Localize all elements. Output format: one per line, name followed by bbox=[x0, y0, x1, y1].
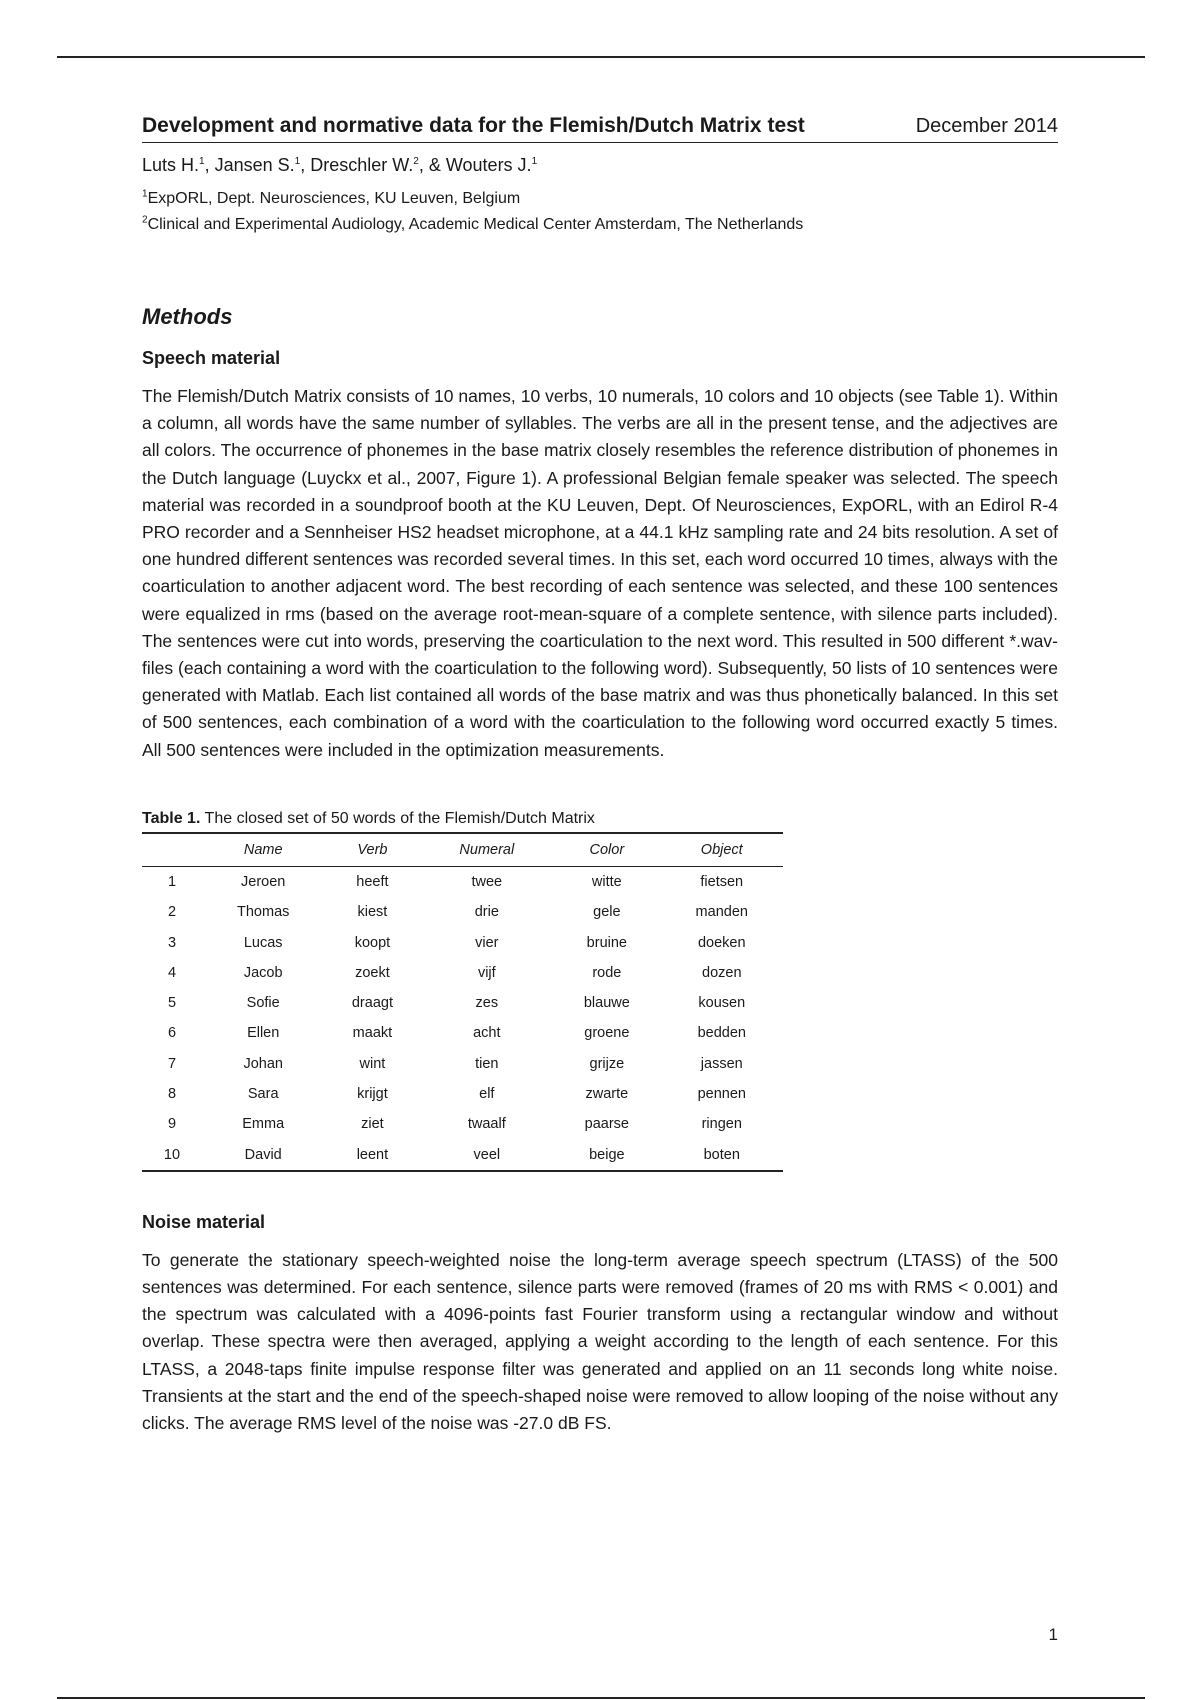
table-cell: ziet bbox=[361, 1116, 384, 1133]
table-cell: koopt bbox=[354, 934, 391, 951]
table-cell: grijze bbox=[589, 1055, 625, 1072]
table-cell: zwarte bbox=[585, 1086, 629, 1103]
table-cell: Lucas bbox=[243, 934, 283, 951]
table-cell: wint bbox=[359, 1055, 386, 1072]
table-cell: Sara bbox=[247, 1086, 279, 1103]
table-cell: Sofie bbox=[246, 995, 280, 1012]
affiliation bbox=[142, 186, 1058, 212]
author-name: & Wouters J. bbox=[428, 155, 532, 175]
table-cell: jassen bbox=[700, 1055, 743, 1072]
table-cell: bedden bbox=[697, 1025, 746, 1042]
table-cell: veel bbox=[473, 1146, 501, 1163]
table-row bbox=[142, 1079, 783, 1109]
table-cell: Thomas bbox=[237, 904, 290, 921]
section-heading: Methods bbox=[142, 304, 233, 329]
table-block bbox=[142, 810, 783, 1172]
table-cell: bruine bbox=[586, 934, 627, 951]
table-header-cell: Verb bbox=[324, 833, 420, 867]
table-cell: 4 bbox=[167, 964, 177, 981]
table-cell: 5 bbox=[167, 995, 177, 1012]
table-cell: 2 bbox=[167, 904, 177, 921]
table-cell: pennen bbox=[697, 1086, 746, 1103]
author-name: Luts H. bbox=[142, 155, 200, 175]
table-row bbox=[142, 1049, 783, 1079]
table-cell: beige bbox=[589, 1146, 625, 1163]
affiliation bbox=[142, 212, 1058, 238]
table-header-cell: Object bbox=[661, 833, 783, 867]
table-cell: Ellen bbox=[247, 1025, 280, 1042]
table-row bbox=[142, 897, 783, 927]
author-list: Luts H.$^1$, Jansen S.$^1$, Dreschler W.$^2$, & Wouters J.$^1$ bbox=[142, 155, 538, 175]
table-cell: vier bbox=[475, 934, 499, 951]
author-name: Dreschler W. bbox=[310, 155, 414, 175]
author-affiliation-marker: 1 bbox=[294, 156, 301, 167]
author-affiliation-marker: 2 bbox=[413, 156, 419, 167]
table-cell: boten bbox=[703, 1146, 740, 1163]
author-affiliation-marker: 1 bbox=[199, 156, 205, 167]
table-cell: witte bbox=[591, 873, 622, 890]
subsection-heading: Noise material bbox=[142, 1211, 266, 1232]
table-cell: manden bbox=[695, 904, 748, 921]
paper-title: Development and normative data for the Flemish/Dutch Matrix test bbox=[142, 114, 805, 137]
body-paragraph: To generate the stationary speech-weighted noise the long-term average speech spectrum (LTASS) of the 500 sentences was determined. For each sentence, silence parts were removed (frames of 20 ms with RMS < 0.001) and the spectrum was calculated with a 4096-points fast Fourier transform using a rectangular window and without overlap. These spectra were then averaged, applying a weight according to the length of each sentence. For this LTASS, a 2048-taps finite impulse response filter was generated and applied on an 11 seconds long white noise. Transients at the start and the end of the speech-shaped noise were removed to allow looping of the noise without any clicks. The average RMS level of the noise was -27.0 dB FS. bbox=[142, 1249, 1058, 1434]
table-cell: Jeroen bbox=[241, 873, 286, 890]
table-cell: Jacob bbox=[243, 964, 283, 981]
table-caption-label: Table 1. bbox=[142, 809, 201, 827]
table-header-cell: Color bbox=[553, 833, 660, 867]
table-cell: Johan bbox=[243, 1055, 283, 1072]
body-paragraph: The Flemish/Dutch Matrix consists of 10 names, 10 verbs, 10 numerals, 10 colors and 10 objects (see Table 1). Within a column, all words have the same number of syllables. The verbs are all in the present tense, and the adjectives are all colors. The occurrence of phonemes in the base matrix closely resembles the reference distribution of phonemes in the Dutch language (Luyckx et al., 2007, Figure 1). A professional Belgian female speaker was selected. The speech material was recorded in a soundproof booth at the KU Leuven, Dept. Of Neurosciences, ExpORL, with an Edirol R-4 PRO recorder and a Sennheiser HS2 headset microphone, at a 44.1 kHz sampling rate and 24 bits resolution. A set of one hundred different sentences was recorded several times. In this set, each word occurred 10 times, always with the coarticulation to another adjacent word. The best recording of each sentence was selected, and these 100 sentences were equalized in rms (based on the average root-mean-square of a complete sentence, with silence parts included). The sentences were cut into words, preserving the coarticulation to the next word. This resulted in 500 different *.wav-files (each containing a word with the coarticulation to the following word). Subsequently, 50 lists of 10 sentences were generated with Matlab. Each list contained all words of the base matrix and was thus phonetically balanced. In this set of 500 sentences, each combination of a word with the coarticulation to the following word occurred exactly 5 times. All 500 sentences were included in the optimization measurements. bbox=[142, 386, 1058, 760]
table-cell: leent bbox=[356, 1146, 389, 1163]
table-row bbox=[142, 1018, 783, 1048]
table-header-row bbox=[142, 833, 783, 867]
table-cell: gele bbox=[593, 904, 621, 921]
bottom-rule bbox=[57, 1697, 1145, 1699]
table-cell: ringen bbox=[701, 1116, 742, 1133]
table-cell: kiest bbox=[357, 904, 388, 921]
table-cell: 3 bbox=[167, 934, 177, 951]
page-content bbox=[142, 114, 1058, 1437]
affiliation-marker: 2 bbox=[142, 214, 148, 226]
table-cell: 10 bbox=[163, 1146, 181, 1163]
word-matrix-table bbox=[142, 832, 783, 1172]
table-cell: twee bbox=[471, 873, 503, 890]
table-cell: 6 bbox=[167, 1025, 177, 1042]
table-cell: blauwe bbox=[583, 995, 630, 1012]
table-cell: maakt bbox=[352, 1025, 393, 1042]
page-number: 1 bbox=[1048, 1625, 1058, 1644]
table-cell: doeken bbox=[697, 934, 746, 951]
table-cell: zes bbox=[475, 995, 499, 1012]
paper-date: December 2014 bbox=[915, 115, 1058, 137]
table-cell: fietsen bbox=[700, 873, 744, 890]
table-cell: elf bbox=[479, 1086, 495, 1103]
table-cell: groene bbox=[584, 1025, 630, 1042]
table-cell: tien bbox=[475, 1055, 499, 1072]
top-rule bbox=[57, 56, 1145, 58]
title-row bbox=[142, 114, 1058, 143]
table-cell: 7 bbox=[167, 1055, 177, 1072]
table-cell: rode bbox=[592, 964, 622, 981]
table-row bbox=[142, 866, 783, 897]
table-cell: draagt bbox=[351, 995, 393, 1012]
author-affiliation-marker: 1 bbox=[531, 156, 538, 167]
table-cell: zoekt bbox=[355, 964, 390, 981]
table-caption-text: The closed set of 50 words of the Flemish/Dutch Matrix bbox=[204, 809, 595, 827]
table-header-cell: Name bbox=[202, 833, 324, 867]
affiliation-text: Clinical and Experimental Audiology, Academic Medical Center Amsterdam, The Netherlands bbox=[147, 216, 804, 233]
table-row bbox=[142, 1109, 783, 1139]
subsection-heading: Speech material bbox=[142, 348, 281, 368]
table-cell: twaalf bbox=[467, 1116, 506, 1133]
table-cell: heeft bbox=[356, 873, 389, 890]
table-cell: acht bbox=[473, 1025, 501, 1042]
affiliation-text: ExpORL, Dept. Neurosciences, KU Leuven, Belgium bbox=[147, 190, 521, 207]
table-header-cell bbox=[142, 833, 202, 867]
table-cell: drie bbox=[474, 904, 499, 921]
table-cell: vijf bbox=[477, 964, 496, 981]
table-cell: dozen bbox=[702, 964, 742, 981]
table-row bbox=[142, 927, 783, 957]
table-cell: David bbox=[244, 1146, 282, 1163]
table-cell: 8 bbox=[167, 1086, 177, 1103]
table-row bbox=[142, 988, 783, 1018]
table-cell: 9 bbox=[167, 1116, 177, 1133]
table-caption bbox=[142, 810, 783, 828]
table-header-cell: Numeral bbox=[420, 833, 553, 867]
author-name: Jansen S. bbox=[214, 155, 295, 175]
table-row bbox=[142, 1140, 783, 1171]
table-body bbox=[142, 866, 783, 1170]
affiliation-marker: 1 bbox=[142, 188, 148, 200]
table-cell: paarse bbox=[584, 1116, 629, 1133]
table-row bbox=[142, 958, 783, 988]
table-cell: Emma bbox=[242, 1116, 285, 1133]
table-cell: kousen bbox=[698, 995, 746, 1012]
table-cell: 1 bbox=[167, 873, 177, 890]
affiliation-list bbox=[142, 186, 1058, 238]
table-cell: krijgt bbox=[357, 1086, 388, 1103]
